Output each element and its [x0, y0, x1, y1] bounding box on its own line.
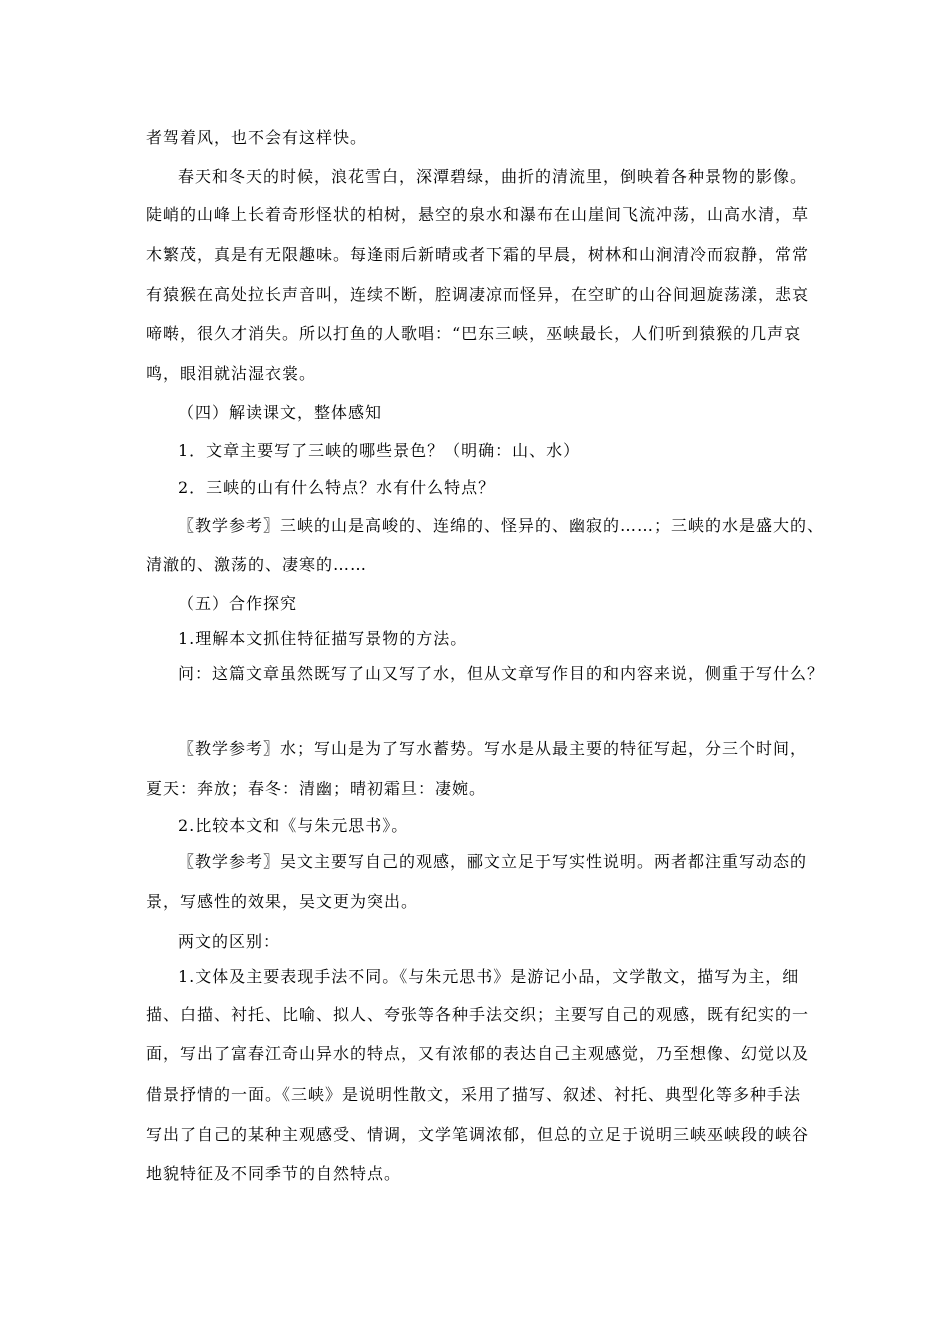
text-line: 有猿猴在高处拉长声音叫，连续不断，腔调凄凉而怪异，在空旷的山谷间迴旋荡漾，悲哀 — [146, 285, 810, 304]
question-item: 问：这篇文章虽然既写了山又写了水，但从文章写作目的和内容来说，侧重于写什么？ — [178, 664, 825, 683]
text-line: 描、白描、衬托、比喻、拟人、夸张等各种手法交织；主要写自己的观感，既有纪实的一 — [146, 1005, 810, 1024]
question-item: 1．文章主要写了三峡的哪些景色？（明确：山、水） — [178, 441, 581, 460]
text-line: 啼啭，很久才消失。所以打鱼的人歌唱：“巴东三峡，巫峡最长，人们听到猿猴的几声哀 — [146, 324, 802, 343]
text-line: 〖教学参考〗三峡的山是高峻的、连绵的、怪异的、幽寂的……；三峡的水是盛大的、 — [178, 516, 825, 535]
text-line: 夏天：奔放；春冬：清幽；晴初霜旦：凄婉。 — [146, 779, 487, 798]
text-line: 〖教学参考〗吴文主要写自己的观感，郦文立足于写实性说明。两者都注重写动态的 — [178, 852, 808, 871]
text-line: 者驾着风，也不会有这样快。 — [146, 128, 368, 147]
text-line: 陡峭的山峰上长着奇形怪状的柏树，悬空的泉水和瀑布在山崖间飞流冲荡，山高水清，草 — [146, 205, 810, 224]
text-line: 鸣，眼泪就沾湿衣裳。 — [146, 364, 317, 383]
text-line: 借景抒情的一面。《三峡》是说明性散文，采用了描写、叙述、衬托、典型化等多种手法 — [146, 1085, 802, 1104]
text-line: 景，写感性的效果，吴文更为突出。 — [146, 892, 419, 911]
text-line: 清澈的、激荡的、凄寒的…… — [146, 555, 368, 574]
text-line: 木繁茂，真是有无限趣味。每逢雨后新晴或者下霜的早晨，树林和山涧清冷而寂静，常常 — [146, 245, 810, 264]
text-line: 1.文体及主要表现手法不同。《与朱元思书》是游记小品，文学散文，描写为主，细 — [178, 967, 800, 986]
question-item: 2.比较本文和《与朱元思书》。 — [178, 816, 409, 835]
section-heading: （五）合作探究 — [178, 594, 298, 613]
question-item: 2．三峡的山有什么特点？水有什么特点？ — [178, 478, 496, 497]
section-heading: （四）解读课文，整体感知 — [178, 403, 383, 422]
text-line: 写出了自己的某种主观感受、情调，文学笔调浓郁，但总的立足于说明三峡巫峡段的峡谷 — [146, 1125, 810, 1144]
question-item: 1.理解本文抓住特征描写景物的方法。 — [178, 629, 468, 648]
text-line: 〖教学参考〗水；写山是为了写水蓄势。写水是从最主要的特征写起，分三个时间， — [178, 739, 808, 758]
text-line: 地貌特征及不同季节的自然特点。 — [146, 1164, 402, 1183]
section-heading: 两文的区别： — [178, 932, 281, 951]
text-line: 春天和冬天的时候，浪花雪白，深潭碧绿，曲折的清流里，倒映着各种景物的影像。 — [178, 167, 808, 186]
text-line: 面，写出了富春江奇山异水的特点，又有浓郁的表达自己主观感觉，乃至想像、幻觉以及 — [146, 1044, 810, 1063]
